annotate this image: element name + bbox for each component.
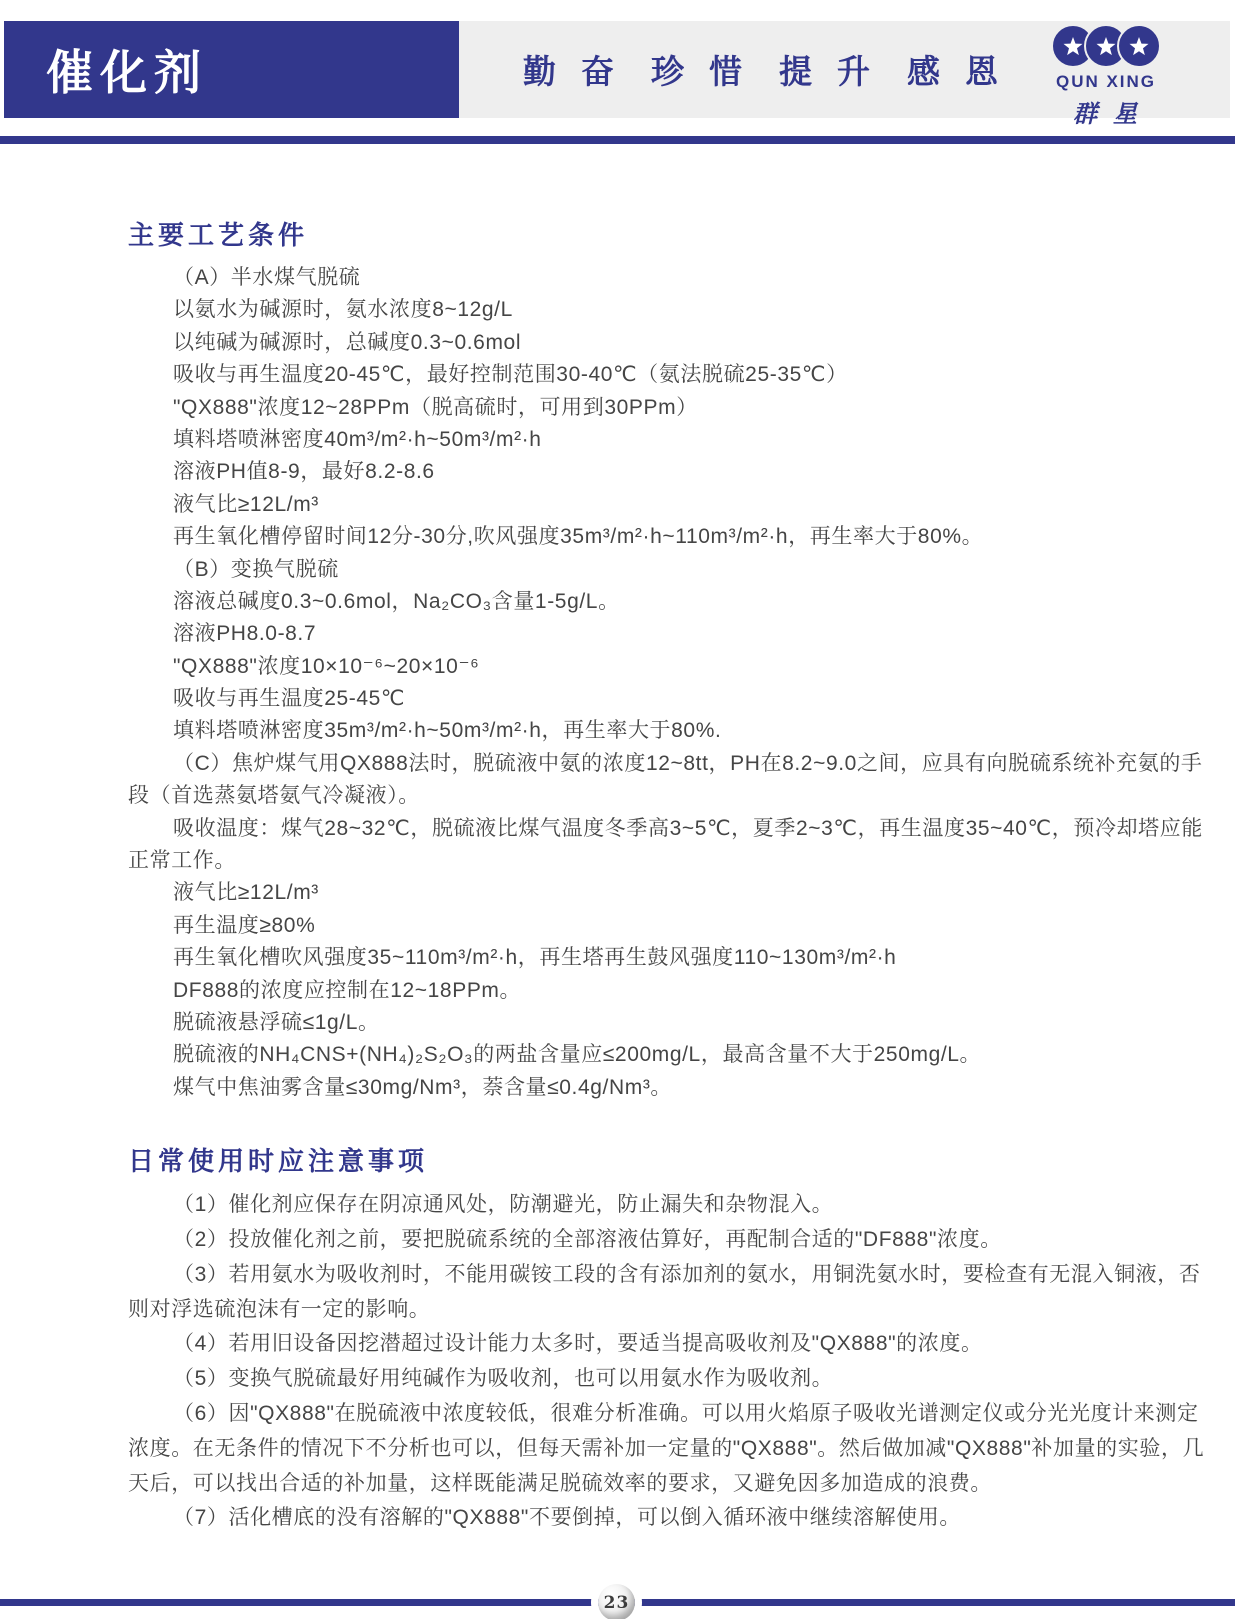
text-line: 以氨水为碱源时，氨水浓度8~12g/L <box>173 298 513 322</box>
text-line: 吸收与再生温度20-45℃，最好控制范围30-40℃（氨法脱硫25-35℃） <box>173 363 848 387</box>
text-line: 吸收温度：煤气28~32℃，脱硫液比煤气温度冬季高3~5℃，夏季2~3℃，再生温度35~40℃，预冷却塔应能 <box>173 816 1203 840</box>
text-line: 溶液总碱度0.3~0.6mol，Na₂CO₃含量1-5g/L。 <box>173 589 620 613</box>
text-line: 段（首选蒸氨塔氨气冷凝液）。 <box>128 784 420 808</box>
text-line: DF888的浓度应控制在12~18PPm。 <box>173 978 522 1002</box>
text-line: 脱硫液的NH₄CNS+(NH₄)₂S₂O₃的两盐含量应≤200mg/L，最高含量不大于250mg/L。 <box>173 1043 982 1067</box>
motto-word: 提升 <box>779 53 895 90</box>
section-process-conditions <box>128 262 1203 1104</box>
text-line: 吸收与再生温度25-45℃ <box>173 687 406 711</box>
text-line: 煤气中焦油雾含量≤30mg/Nm³，萘含量≤0.4g/Nm³。 <box>173 1075 673 1099</box>
logo-name-en: QUN XING <box>1055 71 1157 91</box>
text-line: 再生氧化槽停留时间12分-30分,吹风强度35m³/m²·h~110m³/m²·h，再生率大于80%。 <box>173 525 984 549</box>
text-line: 再生温度≥80% <box>173 913 316 937</box>
document-body <box>128 218 1205 1536</box>
text-line: （6）因"QX888"在脱硫液中浓度较低，很难分析准确。可以用火焰原子吸收光谱测定仪或分光光度计来测定 <box>173 1401 1199 1425</box>
text-line: 填料塔喷淋密度35m³/m²·h~50m³/m²·h，再生率大于80%. <box>173 719 722 743</box>
text-line: （B）变换气脱硫 <box>173 557 339 581</box>
header-strip <box>459 21 1230 128</box>
text-line: （5）变换气脱硫最好用纯碱作为吸收剂，也可以用氨水作为吸收剂。 <box>173 1367 834 1391</box>
text-line: （7）活化槽底的没有溶解的"QX888"不要倒掉，可以倒入循环液中继续溶解使用。 <box>173 1506 961 1530</box>
header-divider-rule <box>0 136 1235 144</box>
text-line: 脱硫液悬浮硫≤1g/L。 <box>173 1010 380 1034</box>
text-line: 溶液PH8.0-8.7 <box>173 622 317 646</box>
text-line: 浓度。在无条件的情况下不分析也可以，但每天需补加一定量的"QX888"。然后做加减"QX888"补加量的实验，几 <box>128 1436 1205 1460</box>
page-title: 催化剂 <box>46 46 208 99</box>
motto <box>459 46 1023 93</box>
text-line: （3）若用氨水为吸收剂时，不能用碳铵工段的含有添加剂的氨水，用铜洗氨水时，要检查有无混入铜液，否 <box>173 1262 1201 1286</box>
text-line: 液气比≥12L/m³ <box>173 881 319 905</box>
text-line: "QX888"浓度12~28PPm（脱高硫时，可用到30PPm） <box>173 395 698 419</box>
text-line: 以纯碱为碱源时，总碱度0.3~0.6mol <box>173 330 522 354</box>
section-heading-process-conditions: 主要工艺条件 <box>128 220 309 250</box>
text-line: 再生氧化槽吹风强度35~110m³/m²·h，再生塔再生鼓风强度110~130m³/m²·h <box>173 946 897 970</box>
text-line: （A）半水煤气脱硫 <box>173 266 361 289</box>
page-number: 23 <box>603 1592 630 1613</box>
motto-word: 感恩 <box>907 53 1023 90</box>
text-line: （C）焦炉煤气用QX888法时，脱硫液中氨的浓度12~8tt，PH在8.2~9.0之间，应具有向脱硫系统补充氨的手 <box>173 751 1203 775</box>
three-ring-star-logo-icon <box>1048 21 1164 71</box>
text-line: （2）投放催化剂之前，要把脱硫系统的全部溶液估算好，再配制合适的"DF888"浓度。 <box>173 1227 1002 1251</box>
text-line: （1）催化剂应保存在阴凉通风处，防潮避光，防止漏失和杂物混入。 <box>173 1193 834 1217</box>
section-daily-usage-notes <box>128 1188 1205 1536</box>
text-line: "QX888"浓度10×10⁻⁶~20×10⁻⁶ <box>173 654 480 678</box>
text-line: 则对浮选硫泡沫有一定的影响。 <box>128 1297 431 1321</box>
logo-name-cn: 群星 <box>1073 98 1153 128</box>
company-logo <box>1048 11 1164 129</box>
text-line: 正常工作。 <box>128 849 236 873</box>
text-line: （4）若用旧设备因挖潜超过设计能力太多时，要适当提高吸收剂及"QX888"的浓度。 <box>173 1332 983 1356</box>
motto-word: 珍惜 <box>651 53 767 90</box>
text-line: 溶液PH值8-9，最好8.2-8.6 <box>173 460 435 484</box>
text-line: 液气比≥12L/m³ <box>173 492 319 516</box>
text-line: 填料塔喷淋密度40m³/m²·h~50m³/m²·h <box>173 427 542 451</box>
title-banner <box>4 21 459 118</box>
motto-word: 勤奋 <box>523 53 639 90</box>
text-line: 天后，可以找出合适的补加量，这样既能满足脱硫效率的要求，又避免因多加造成的浪费。 <box>128 1471 992 1495</box>
page-number-badge <box>598 1584 635 1619</box>
section-heading-daily-usage-notes: 日常使用时应注意事项 <box>128 1146 429 1177</box>
